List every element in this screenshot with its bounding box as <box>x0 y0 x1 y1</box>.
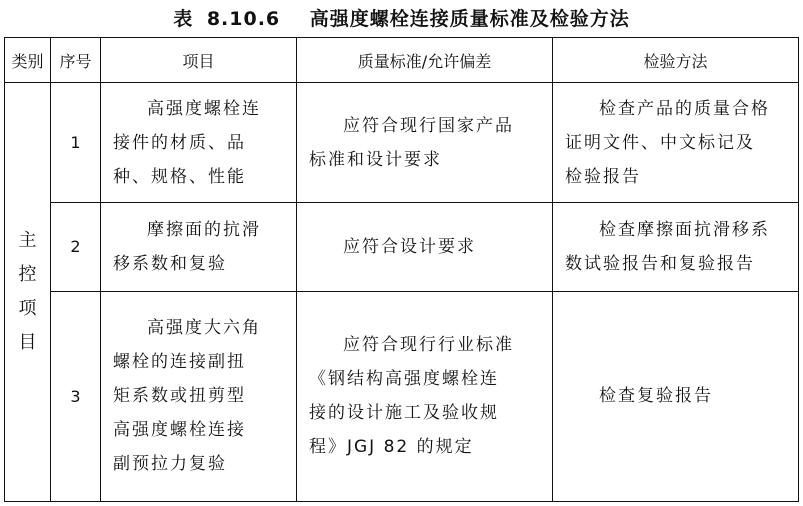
standard-text: 应符合现行行业标准 《钢结构高强度螺栓连 接的设计施工及验收规 程》JGJ 82 的规定 <box>309 335 514 458</box>
header-method: 检验方法 <box>553 38 799 83</box>
standard-text: 应符合现行国家产品 标准和设计要求 <box>309 115 514 170</box>
caption-text: 高强度螺栓连接质量标准及检验方法 <box>309 8 630 30</box>
header-category: 类别 <box>5 38 51 83</box>
standard-cell <box>297 203 553 291</box>
header-seq: 序号 <box>51 38 101 83</box>
seq-cell: 3 <box>51 291 101 501</box>
category-label: 主控项目 <box>18 230 37 354</box>
seq-cell: 1 <box>51 83 101 203</box>
category-cell <box>5 83 51 502</box>
method-text: 检查摩擦面抗滑移系 数试验报告和复验报告 <box>565 219 770 274</box>
table-row <box>5 291 799 501</box>
item-text: 摩擦面的抗滑 移系数和复验 <box>113 219 261 274</box>
item-cell <box>101 203 297 291</box>
item-cell <box>101 83 297 203</box>
standard-text: 应符合设计要求 <box>343 236 476 257</box>
caption-prefix: 表 <box>173 8 194 30</box>
item-text: 高强度螺栓连 接件的材质、品 种、规格、性能 <box>113 98 261 187</box>
method-text: 检查复验报告 <box>599 386 713 407</box>
header-item: 项目 <box>101 38 297 83</box>
quality-standard-table <box>4 37 799 502</box>
standard-cell <box>297 291 553 501</box>
table-row <box>5 83 799 203</box>
method-text: 检查产品的质量合格 证明文件、中文标记及 检验报告 <box>565 98 770 187</box>
item-text: 高强度大六角 螺栓的连接副扭 矩系数或扭剪型 高强度螺栓连接 副预拉力复验 <box>113 318 261 475</box>
standard-cell <box>297 83 553 203</box>
seq-cell: 2 <box>51 203 101 291</box>
header-row <box>5 38 799 83</box>
method-cell <box>553 291 799 501</box>
caption-number: 8.10.6 <box>206 8 281 30</box>
table-caption <box>0 4 803 31</box>
table-row <box>5 203 799 291</box>
method-cell <box>553 203 799 291</box>
method-cell <box>553 83 799 203</box>
item-cell <box>101 291 297 501</box>
header-standard: 质量标准/允许偏差 <box>297 38 553 83</box>
